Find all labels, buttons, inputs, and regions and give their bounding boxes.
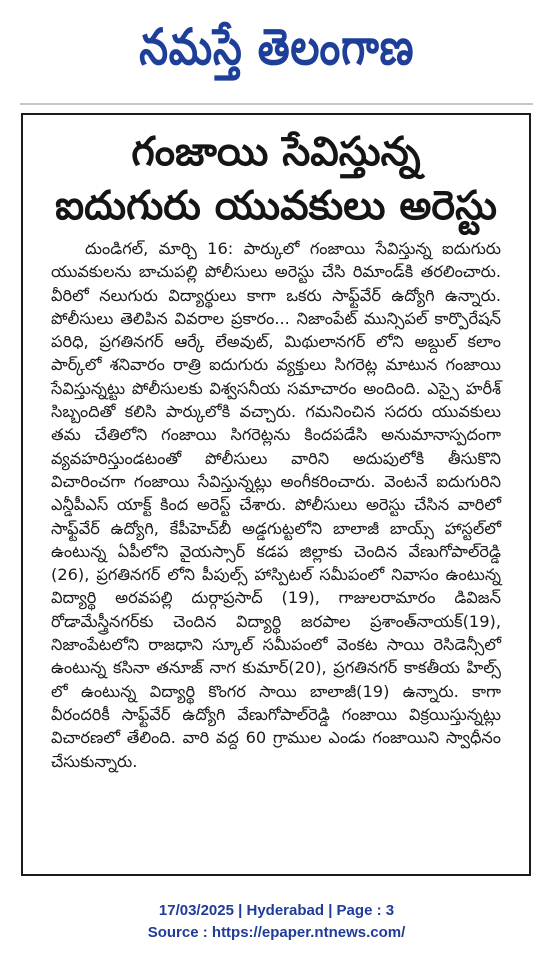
footer-date-edition-page: 17/03/2025 | Hyderabad | Page : 3 [158,902,395,919]
headline-line-1: గంజాయి సేవిస్తున్న [131,129,421,175]
article-headline [23,125,529,233]
masthead [0,0,553,100]
masthead-divider [20,103,533,105]
article-body: దుండిగల్, మార్చి 16: పార్కులో గంజాయి సేవిస్తున్న ఐదుగురు యువకులను బాచుపల్లి పోలీసులు అరెస్టు చేసి రిమాండ్‌కి తరలించారు. వీరిలో నలుగురు విద్యార్థులు కాగా ఒకరు సాఫ్ట్‌వేర్ ఉద్యోగి ఉన్నారు. పోలీసులు తెలిపిన వివరాల ప్రకారం... నిజాంపేట్ మున్సిపల్ కార్పొరేషన్ పరిధి, ప్రగతినగర్ ఆర్కే లేఅవుట్, మిథులానగర్ లోని అబ్దుల్ కలాం పార్క్‌లో శనివారం రాత్రి ఐదుగురు వ్యక్తులు సిగరెట్ల మాటున గంజాయి సేవిస్తున్నట్టు పోలీసులకు విశ్వసనీయ సమాచారం అందింది. ఎస్సై హరీశ్ సిబ్బందితో కలిసి పార్కులోకి వచ్చారు. గమనించిన సదరు యువకులు తమ చేతిలోని గంజాయి సిగరెట్లను కిందపడేసి అనుమానాస్పదంగా వ్యవహరిస్తుండటంతో పోలీసులు వారిని అదుపులోకి తీసుకొని విచారించగా గంజాయి సేవిస్తున్నట్లు అంగీకరించారు. వెంటనే ఐదుగురిని ఎన్డీపీఎస్ యాక్ట్ కింద అరెస్ట్ చేశారు. పోలీసులు అరెస్టు చేసిన వారిలో సాఫ్ట్‌వేర్ ఉద్యోగి, కేపీహెచ్‌బీ అడ్డగుట్టలోని బాలాజీ బాయ్స్ హాస్టల్‌లో ఉంటున్న ఏపీలోని వైయస్సార్ కడప జిల్లాకు చెందిన వేణుగోపాల్‌రెడ్డి (26), ప్రగతినగర్ లోని పీపుల్స్ హాస్పిటల్ సమీపంలో నివాసం ఉంటున్న విద్యార్థి అరవపల్లి దుర్గాప్రసాద్ (19), గాజులరామారం డివిజన్ రోడామేస్త్రీనగర్‌కు చెందిన విద్యార్థి జరపాల ప్రశాంత్‌నాయక్(19), నిజాంపేటలోని రాజధాని స్కూల్ సమీపంలో వెంకట సాయి రెసిడెన్సీలో ఉంటున్న కసినా తనూజ్ నాగ కుమార్(20), ప్రగతినగర్ కాకతీయ హిల్స్ లో ఉంటున్న విద్యార్థి కొంగర సాయి బాలాజీ(19) ఉన్నారు. కాగా వీరందరికీ సాఫ్ట్‌వేర్ ఉద్యోగి వేణుగోపాల్‌రెడ్డి గంజాయి విక్రయిస్తున్నట్లు విచారణలో తేలింది. వారి వద్ద 60 గ్రాముల ఎండు గంజాయిని స్వాధీనం చేసుకున్నారు. [51,239,501,771]
newspaper-logo-title: నమస్తే తెలంగాణ [138,18,415,76]
footer-source-link[interactable]: Source : https://epaper.ntnews.com/ [147,924,406,941]
headline-line-2: ఐదుగురు యువకులు అరెస్టు [54,183,497,229]
article-clipping [21,113,531,876]
